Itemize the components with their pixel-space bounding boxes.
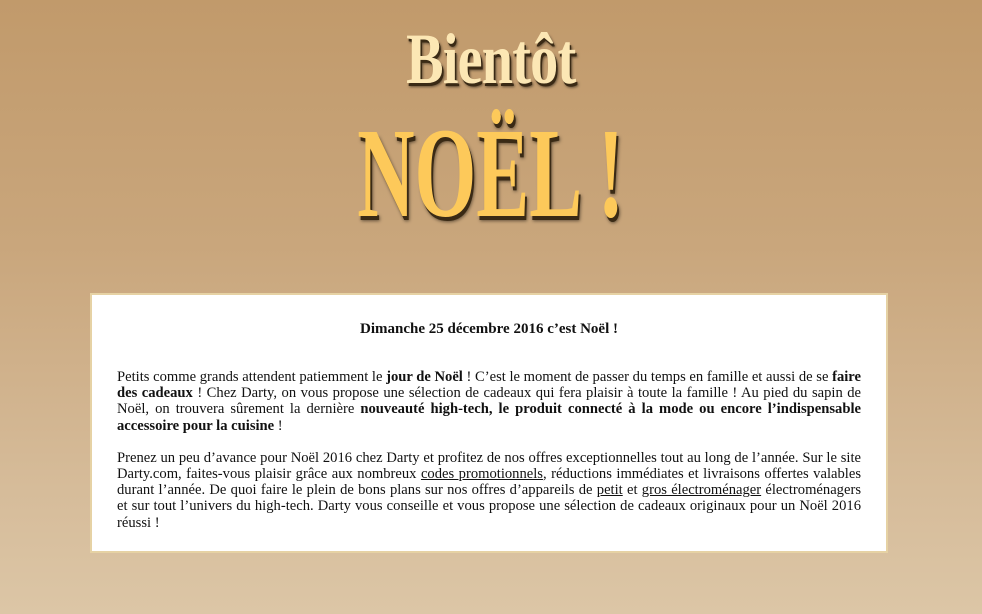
content-title: Dimanche 25 décembre 2016 c’est Noël ! [360, 321, 618, 337]
hero-banner [0, 0, 982, 260]
link-petit-electromenager[interactable]: petit [596, 482, 623, 499]
text-span: électroménagers et sur tout l’univers du high-tech. Darty vous conseille et vous propose une sélection de cadeaux originaux pour un Noël 2016 réussi ! [117, 482, 861, 531]
text-span: Prenez un peu d’avance pour Noël 2016 chez Darty et profitez de nos offres exceptionnelles tout au long de l’année. Sur le site Darty.com, faites-vous plaisir grâce aux nombreux [117, 449, 861, 483]
text-span: et [622, 482, 642, 499]
hero-title-bientot: Bientôt [406, 19, 576, 99]
link-codes-promotionnels[interactable]: codes promotionnels [420, 466, 543, 483]
bold-text: nouveauté high-tech, le produit connecté à la mode ou encore l’indispensable accessoire pour la cuisine [117, 401, 862, 434]
text-span: ! C’est le moment de passer du temps en famille et aussi de se [462, 369, 833, 385]
bold-text: jour de Noël [386, 369, 463, 385]
link-gros-electromenager[interactable]: gros électroménager [641, 482, 762, 499]
text-span: ! Chez Darty, on vous propose une sélection de cadeaux qui fera plaisir à toute la famille ! Au pied du sapin de Noël, on trouvera sûrement la dernière [117, 385, 861, 418]
text-span: , réductions immédiates et livraisons offertes valables durant l’année. De quoi faire le plein de bons plans sur nos offres d’appareils de [117, 466, 861, 499]
content-box [90, 293, 888, 553]
paragraph-offers [117, 450, 861, 531]
text-span: ! [274, 417, 283, 434]
bold-text: faire des cadeaux [117, 369, 861, 402]
text-span: Petits comme grands attendent patiemment le [117, 369, 387, 385]
paragraph-intro [117, 369, 861, 434]
hero-title-noel: NOËL ! [357, 102, 625, 244]
